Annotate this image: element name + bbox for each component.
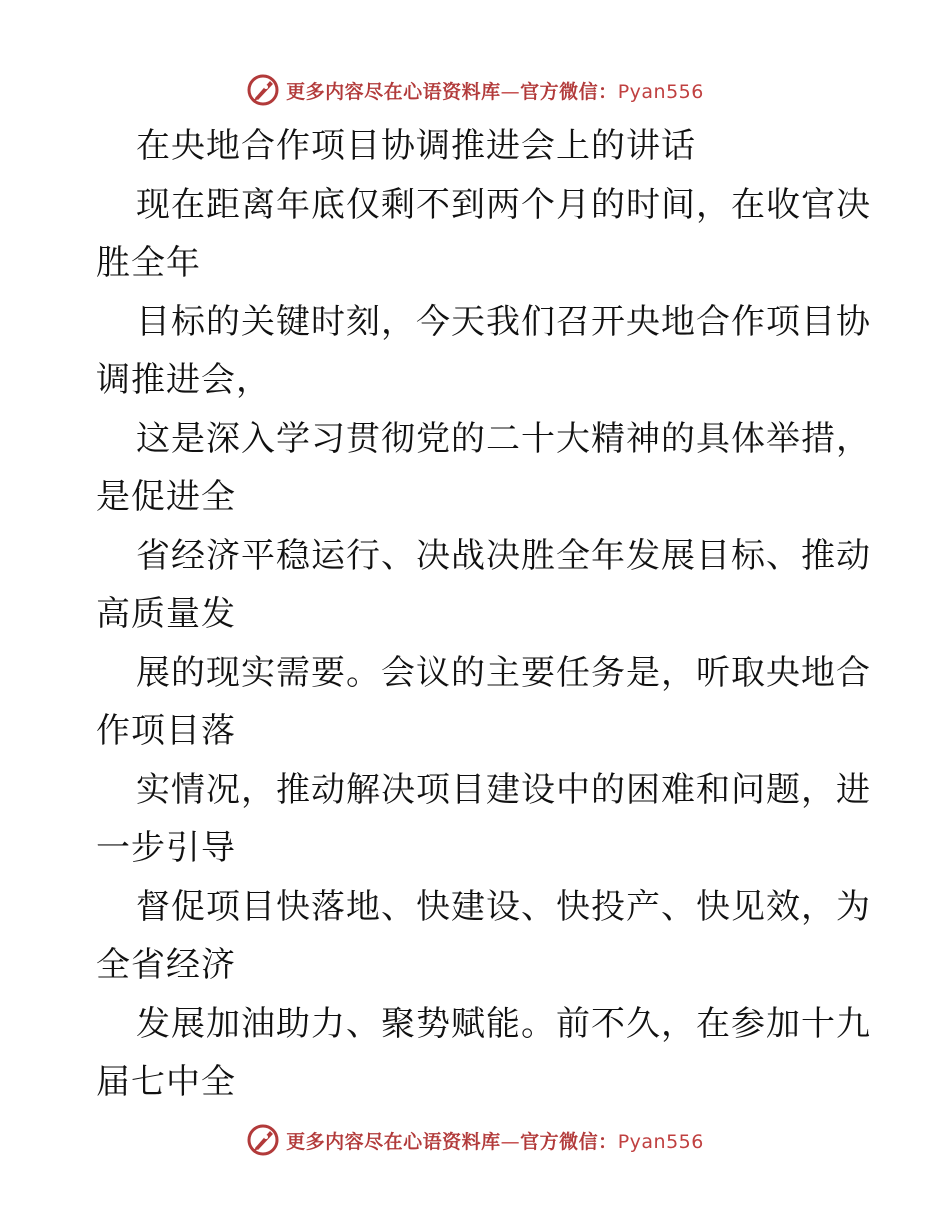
watermark-main: 更多内容尽在心语资料库 bbox=[286, 1130, 501, 1153]
watermark-wechat: 官方微信： bbox=[520, 1130, 618, 1153]
text-line: 现在距离年底仅剩不到两个月的时间，在收官决 bbox=[136, 184, 871, 225]
watermark-wechat: 官方微信： bbox=[520, 80, 618, 103]
text-line: 发展加油助力、聚势赋能。前不久，在参加十九 bbox=[136, 1003, 871, 1044]
text-line: 全省经济 bbox=[96, 945, 236, 985]
quill-logo-icon bbox=[246, 1123, 280, 1157]
header-watermark bbox=[0, 70, 950, 110]
document-title: 在央地合作项目协调推进会上的讲话 bbox=[136, 126, 696, 166]
text-line: 省经济平稳运行、决战决胜全年发展目标、推动 bbox=[136, 535, 871, 576]
document-body bbox=[96, 117, 871, 1112]
text-line: 届七中全 bbox=[96, 1062, 236, 1102]
text-line: 作项目落 bbox=[96, 711, 236, 751]
text-line: 这是深入学习贯彻党的二十大精神的具体举措， bbox=[136, 418, 871, 459]
watermark-main: 更多内容尽在心语资料库 bbox=[286, 80, 501, 103]
text-line: 目标的关键时刻，今天我们召开央地合作项目协 bbox=[136, 301, 871, 342]
text-line: 调推进会， bbox=[96, 360, 271, 400]
text-line: 实情况，推动解决项目建设中的困难和问题，进 bbox=[136, 769, 871, 810]
text-line: 是促进全 bbox=[96, 477, 236, 517]
watermark-dash: — bbox=[500, 80, 521, 103]
text-line: 督促项目快落地、快建设、快投产、快见效，为 bbox=[136, 886, 871, 927]
footer-watermark bbox=[0, 1120, 950, 1160]
watermark-text bbox=[286, 1127, 704, 1154]
watermark-id: Pyan556 bbox=[617, 80, 704, 103]
watermark-id: Pyan556 bbox=[617, 1130, 704, 1153]
watermark-dash: — bbox=[500, 1130, 521, 1153]
text-line: 胜全年 bbox=[96, 243, 201, 283]
text-line: 高质量发 bbox=[96, 594, 236, 634]
text-line: 展的现实需要。会议的主要任务是，听取央地合 bbox=[136, 652, 871, 693]
quill-logo-icon bbox=[246, 73, 280, 107]
text-line: 一步引导 bbox=[96, 828, 236, 868]
watermark-text bbox=[286, 77, 704, 104]
